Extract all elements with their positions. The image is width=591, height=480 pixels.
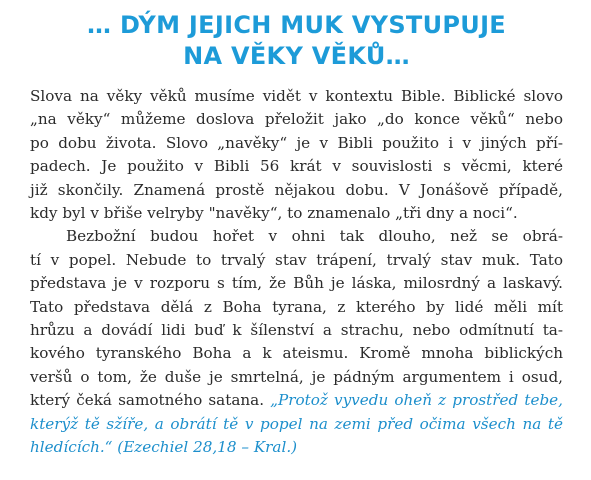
text-line: kdy byl v břiše velryby "navěky“, to znamenalo „tři dny a noci“. — [30, 204, 518, 223]
text-line: představa je v rozporu s tím, že Bůh je láska, milosrdný a laskavý. — [30, 274, 563, 293]
text-line: již skončily. Znamená prostě nějakou dobu. V Jonášově případě, — [30, 180, 563, 199]
text-line: padech. Je použito v Bibli 56 krát v souvislosti s věcmi, které — [30, 157, 563, 176]
article-title — [30, 0, 563, 72]
text-line: veršů o tom, že duše je smrtelná, je pádným argumentem i osud, — [30, 367, 563, 386]
bible-quote-start: „Protož vyvedu oheň z prostřed tebe, — [270, 391, 563, 410]
text-line: Slova na věky věků musíme vidět v kontextu Bible. Biblické slovo — [30, 87, 563, 105]
article-body — [30, 85, 563, 460]
text-line: po dobu života. Slovo „navěky“ je v Bibli použito i v jiných pří- — [30, 133, 563, 152]
text-line: Bezbožní budou hořet v ohni tak dlouho, než se obrá- — [66, 227, 563, 246]
bible-quote-line: kterýž tě sžíře, a obrátí tě v popel na zemi před očima všech na tě — [30, 414, 563, 433]
title-line-1: … DÝM JEJICH MUK VYSTUPUJE — [86, 11, 506, 39]
bible-quote-reference: hledících.“ (Ezechiel 28,18 – Kral.) — [30, 438, 298, 457]
text-line: „na věky“ můžeme doslova přeložit jako „do konce věků“ nebo — [30, 110, 563, 129]
text-line: tí v popel. Nebude to trvalý stav trápení, trvalý stav muk. Tato — [30, 250, 563, 269]
plain-text: který čeká samotného satana. — [30, 391, 271, 410]
text-line: kového tyranského Boha a k ateismu. Kromě mnoha biblických — [30, 344, 563, 363]
paragraph-1 — [30, 85, 563, 225]
title-line-2: NA VĚKY VĚKŮ… — [183, 42, 410, 70]
text-line-mixed — [30, 389, 563, 412]
text-line: hrůzu a dovádí lidi buď k šílenství a strachu, nebo odmítnutí ta- — [30, 321, 563, 340]
paragraph-2 — [30, 225, 563, 459]
text-line: Tato představa dělá z Boha tyrana, z kterého by lidé měli mít — [30, 297, 563, 316]
